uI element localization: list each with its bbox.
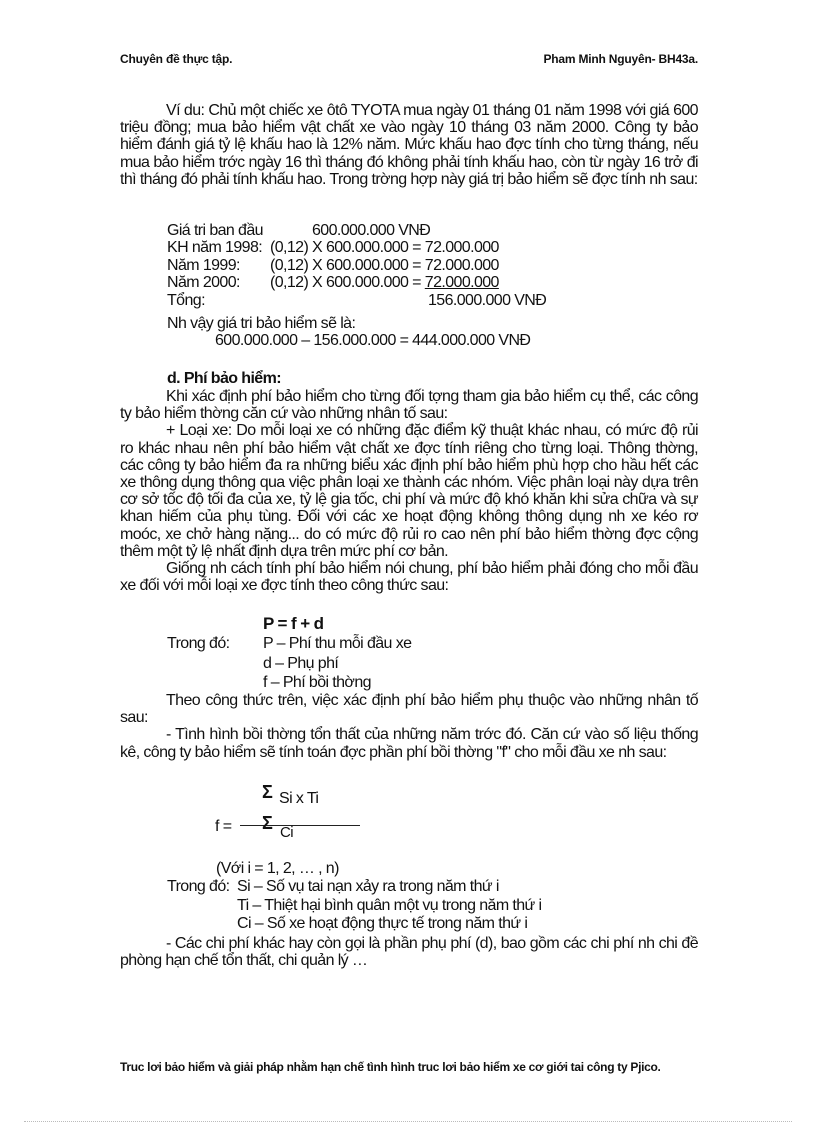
fraction-bar — [240, 825, 360, 826]
y1999-label: Năm 1999: — [167, 257, 240, 274]
sigma-bottom: Σ — [262, 813, 273, 833]
example-block — [120, 102, 698, 188]
total-value: 156.000.000 VNĐ — [428, 292, 547, 309]
def-ci: Ci – Số xe hoạt động thực tế trong năm thứ i — [237, 915, 528, 932]
y1999-formula: (0,12) X 600.000.000 = 72.000.000 — [270, 257, 499, 274]
theo-cong-thuc-paragraph: Theo công thức trên, việc xác định phí bảo hiểm phụ thuộc vào những nhân tố sau: — [120, 692, 698, 727]
def-p: P – Phí thu mỗi đầu xe — [263, 635, 412, 652]
intro-paragraph: Khi xác định phí bảo hiểm cho từng đối tợng tham gia bảo hiểm cụ thể, các công ty bảo hiểm thờng căn cứ vào những nhân tố sau: — [120, 388, 698, 423]
chi-phi-khac-paragraph: - Các chi phí khác hay còn gọi là phần phụ phí (d), bao gồm các chi phí nh chi đề phòng hạn chế tổn thất, chi quản lý … — [120, 935, 698, 970]
header-right: Pham Minh Nguyên- BH43a. — [543, 52, 698, 66]
page-bottom-divider — [24, 1121, 792, 1122]
total-label: Tổng: — [167, 292, 205, 309]
sigma-top: Σ — [262, 782, 273, 802]
loai-xe-paragraph: + Loại xe: Do mỗi loại xe có những đặc điểm kỹ thuật khác nhau, có mức độ rủi ro khác nhau nên phí bảo hiểm vật chất xe đợc tính riêng cho từng loại. Thông thờng, các công ty bảo hiểm đa ra những biểu xác định phí bảo hiểm phù hợp cho hầu hết các xe thông dụng thông qua việc phân loại xe thành các nhóm. Việc phân loại này dựa trên cơ sở tốc độ tối đa của xe, tỷ lệ gia tốc, chi phí và mức độ khó khăn khi sửa chữa và sự khan hiếm của phụ tùng. Đối với các xe hoạt động không thông dụng nh xe kéo rơ moóc, xe chở hàng nặng... do có mức độ rủi ro cao nên phí bảo hiểm thờng đợc cộng thêm một tỷ lệ nhất định dựa trên mức phí cơ bản. — [120, 422, 698, 560]
y2000-formula: (0,12) X 600.000.000 = — [270, 274, 425, 291]
y2000-label: Năm 2000: — [167, 274, 240, 291]
f-denominator: Ci — [280, 824, 293, 841]
def-ti: Ti – Thiệt hại bình quân một vụ trong năm thứ i — [237, 897, 542, 914]
f-range: (Với i = 1, 2, … , n) — [216, 860, 339, 877]
f-numerator: Si x Ti — [279, 790, 319, 807]
factors-block — [120, 692, 698, 761]
section-d-block — [120, 388, 698, 594]
initial-value: 600.000.000 VNĐ — [312, 222, 431, 239]
premium-formula: P = f + d — [263, 614, 324, 633]
def-f: f – Phí bồi thờng — [263, 674, 371, 691]
y2000-result: 72.000.000 — [424, 274, 499, 291]
final-calculation: 600.000.000 – 156.000.000 = 444.000.000 VNĐ — [215, 332, 531, 349]
other-costs-block — [120, 935, 698, 969]
example-paragraph: Ví du: Chủ một chiếc xe ôtô TYOTA mua ngày 01 tháng 01 năm 1998 với giá 600 triệu đồng; mua bảo hiểm vật chất xe vào ngày 10 tháng 03 năm 2000. Công ty bảo hiểm đánh giá tỷ lệ khấu hao là 12% năm. Mức khấu hao đợc tính cho từng tháng, nếu mua bảo hiểm trớc ngày 16 thì tháng đó không phải tính khấu hao, còn từ ngày 16 trở đi thì tháng đó phải tính khấu hao. Trong trờng hợp này giá trị bảo hiểm sẽ đợc tính nh sau: — [120, 102, 698, 188]
y2000-row — [270, 274, 499, 292]
f-lhs: f = — [215, 818, 232, 835]
page-footer: Truc lơi bảo hiểm và giải pháp nhằm hạn chế tình hình truc lơi bảo hiểm xe cơ giới tai công ty Pjico. — [120, 1060, 661, 1074]
where2-label: Trong đó: — [167, 878, 230, 895]
def-si: Si – Số vụ tai nạn xảy ra trong năm thứ i — [237, 878, 499, 895]
section-d-heading: d. Phí bảo hiểm: — [167, 370, 281, 387]
where-label: Trong đó: — [167, 635, 230, 652]
giong-nhu-paragraph: Giống nh cách tính phí bảo hiểm nói chung, phí bảo hiểm phải đóng cho mỗi đầu xe đối với mỗi loại xe đợc tính theo công thức sau: — [120, 560, 698, 595]
initial-value-label: Giá tri ban đầu — [167, 222, 263, 239]
header-left: Chuyên đề thực tập. — [120, 52, 233, 66]
kh1998-label: KH năm 1998: — [167, 239, 263, 256]
tinh-hinh-paragraph: - Tình hình bồi thờng tổn thất của những năm trớc đó. Căn cứ vào số liệu thống kê, công ty bảo hiểm sẽ tính toán đợc phần phí bồi thờng "f" cho mỗi đầu xe nh sau: — [120, 726, 698, 761]
conclusion-text: Nh vậy giá tri bảo hiểm sẽ là: — [167, 315, 356, 332]
kh1998-formula: (0,12) X 600.000.000 = 72.000.000 — [270, 239, 499, 256]
def-d: d – Phụ phí — [263, 655, 339, 672]
